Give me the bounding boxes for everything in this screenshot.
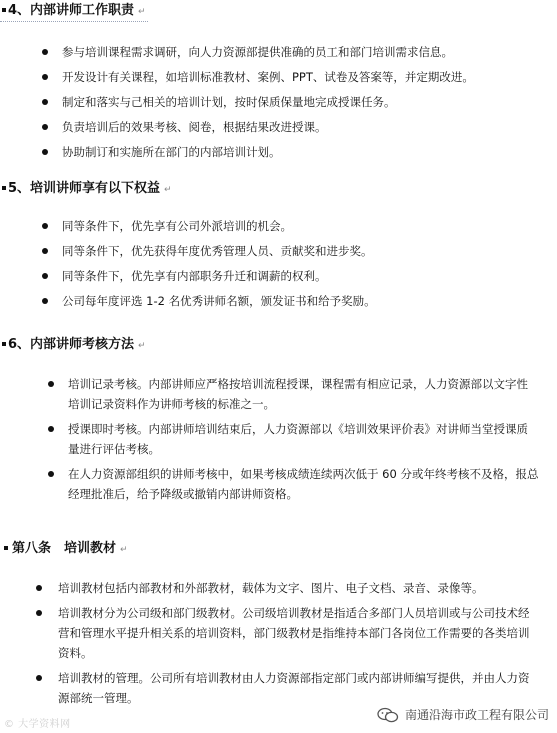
watermark-left: © 大学资料网 [4, 719, 71, 730]
list-item: 培训教材包括内部教材和外部教材，载体为文字、图片、电子文档、录音、录像等。 [0, 578, 557, 598]
section-heading [0, 181, 557, 198]
watermark-right [377, 706, 549, 723]
bullet-icon [36, 675, 42, 681]
bullet-icon [42, 124, 48, 130]
paragraph-mark-icon: ↵ [164, 185, 172, 195]
section-rights [0, 181, 557, 311]
heading-marker-icon [2, 8, 6, 12]
section-heading [0, 337, 557, 354]
paragraph-mark-icon: ↵ [138, 7, 146, 17]
list-item: 授课即时考核。内部讲师培训结束后，人力资源部以《培训效果评价表》对讲师当堂授课质 量进行评估考核。 [0, 419, 557, 459]
heading-text: 第八条 培训教材 [12, 541, 117, 556]
list-item: 开发设计有关课程，如培训标准教材、案例、PPT、试卷及答案等，并定期改进。 [0, 67, 557, 87]
heading-marker-icon [4, 546, 8, 550]
bullet-icon [42, 223, 48, 229]
bullet-icon [42, 99, 48, 105]
bullet-icon [42, 273, 48, 279]
list-item: 协助制订和实施所在部门的内部培训计划。 [0, 142, 557, 162]
bullet-icon [42, 149, 48, 155]
heading-marker-icon [2, 186, 6, 190]
heading-text: 6、内部讲师考核方法 [8, 337, 135, 352]
heading-marker-icon [2, 342, 6, 346]
section-heading [0, 541, 557, 558]
section-assessment [0, 337, 557, 504]
list-item: 培训教材分为公司级和部门级教材。公司级培训教材是指适合多部门人员培训或与公司技术经 营和管理水平提升相关系的培训资料，部门级教材是指维持本部门各岗位工作需要的各类培训 资料。 [0, 603, 557, 663]
list-item: 公司每年度评选 1-2 名优秀讲师名额，颁发证书和给予奖励。 [0, 291, 557, 311]
list-item: 同等条件下，优先享有内部职务升迁和调薪的权利。 [0, 266, 557, 286]
bullet-icon [48, 381, 54, 387]
watermark-right-text: 南通沿海市政工程有限公司 [404, 708, 549, 722]
bullet-icon [42, 298, 48, 304]
paragraph-mark-icon: ↵ [120, 545, 128, 555]
bullet-icon [36, 585, 42, 591]
list-item: 参与培训课程需求调研，向人力资源部提供准确的员工和部门培训需求信息。 [0, 42, 557, 62]
section-heading [0, 3, 148, 22]
bullet-icon [42, 49, 48, 55]
list-item: 同等条件下，优先获得年度优秀管理人员、贡献奖和进步奖。 [0, 241, 557, 261]
bullet-icon [42, 74, 48, 80]
heading-text: 5、培训讲师享有以下权益 [8, 181, 161, 196]
list-item: 培训教材的管理。公司所有培训教材由人力资源部指定部门或内部讲师编写提供，并由人力资 源部统一管理。 [0, 668, 557, 708]
bullet-icon [48, 471, 54, 477]
paragraph-mark-icon: ↵ [138, 341, 146, 351]
section-materials [0, 541, 557, 708]
wechat-icon [377, 707, 399, 723]
heading-text: 4、内部讲师工作职责 [8, 3, 135, 18]
bullet-icon [48, 426, 54, 432]
list-item: 负责培训后的效果考核、阅卷，根据结果改进授课。 [0, 117, 557, 137]
bullet-icon [42, 248, 48, 254]
list-item: 制定和落实与己相关的培训计划，按时保质保量地完成授课任务。 [0, 92, 557, 112]
bullet-icon [36, 610, 42, 616]
list-item: 培训记录考核。内部讲师应严格按培训流程授课，课程需有相应记录，人力资源部以文字性 培训记录资料作为讲师考核的标准之一。 [0, 374, 557, 414]
list-item: 同等条件下，优先享有公司外派培训的机会。 [0, 216, 557, 236]
list-item: 在人力资源部组织的讲师考核中，如果考核成绩连续两次低于 60 分或年终考核不及格，报总 经理批准后，给予降级或撤销内部讲师资格。 [0, 464, 557, 504]
section-duties [0, 3, 557, 162]
